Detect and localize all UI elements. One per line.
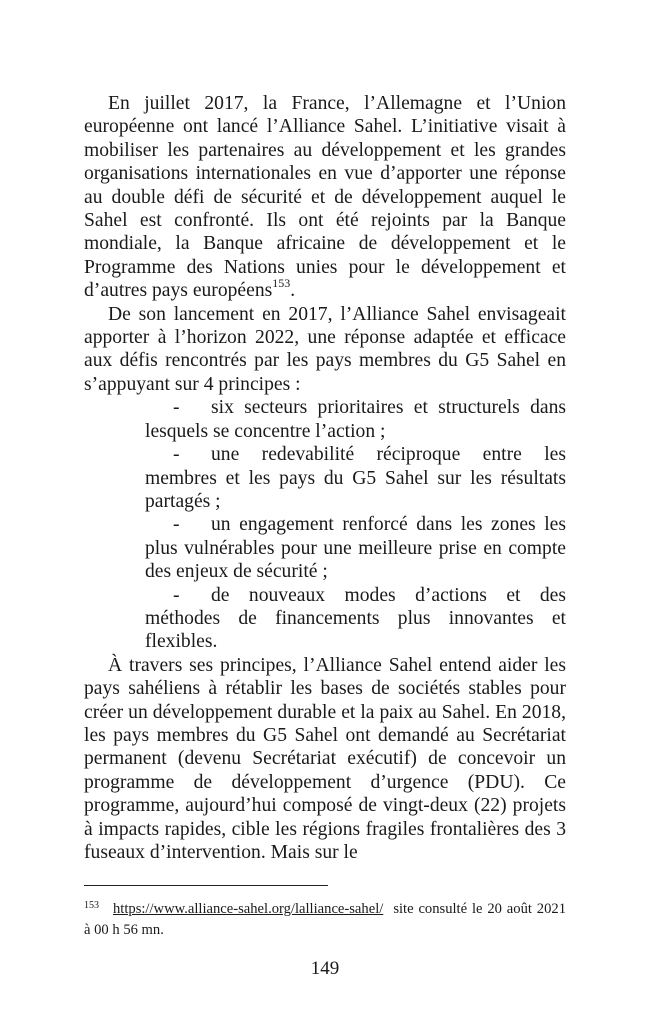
paragraph-2: De son lancement en 2017, l’Alliance Sahel envisageait apporter à l’horizon 2022, une réponse adaptée et efficace aux défis rencontrés par les pays membres du G5 Sahel en s’appuyant sur 4 principes : bbox=[84, 303, 566, 395]
footnote-reference[interactable]: 153 bbox=[272, 275, 291, 290]
footnote-number: 153 bbox=[84, 900, 99, 911]
list-item bbox=[145, 584, 566, 654]
list-item bbox=[145, 513, 566, 583]
list-dash: - bbox=[173, 397, 180, 419]
footnote-text: site consulté le 20 août 2021 à 00 h 56 mn. bbox=[84, 901, 566, 938]
list-dash: - bbox=[173, 584, 180, 606]
footnote bbox=[84, 895, 566, 941]
list-item-text: six secteurs prioritaires et structurels dans lesquels se concentre l’action ; bbox=[145, 397, 566, 442]
page-number: 149 bbox=[310, 958, 340, 979]
list-item-text: une redevabilité réciproque entre les membres et les pays du G5 Sahel sur les résultats partagés ; bbox=[145, 444, 566, 512]
list-item-text: de nouveaux modes d’actions et des méthodes de financements plus innovantes et flexibles. bbox=[145, 584, 566, 653]
footnote-separator bbox=[84, 885, 328, 886]
paragraph-1 bbox=[84, 92, 566, 303]
principles-list bbox=[84, 396, 566, 653]
list-item bbox=[145, 396, 566, 443]
list-dash: - bbox=[173, 444, 180, 466]
footnote-link[interactable]: https://www.alliance-sahel.org/lalliance-sahel/ bbox=[113, 901, 384, 917]
paragraph-1-end: . bbox=[290, 280, 296, 302]
list-item-text: un engagement renforcé dans les zones les plus vulnérables pour une meilleure prise en compte des enjeux de sécurité ; bbox=[145, 514, 566, 583]
list-dash: - bbox=[173, 514, 180, 536]
paragraph-3: À travers ses principes, l’Alliance Sahel entend aider les pays sahéliens à rétablir les bases de sociétés stables pour créer un développement durable et la paix au Sahel. En 2018, les pays membres du G5 Sahel ont demandé au Secrétariat permanent (devenu Secrétariat exécutif) de concevoir un programme de développement d’urgence (PDU). Ce programme, aujourd’hui composé de vingt-deux (22) projets à impacts rapides, cible les régions fragiles frontalières des 3 fuseaux d’intervention. Mais sur le bbox=[84, 654, 566, 863]
page-body bbox=[84, 92, 566, 864]
list-item bbox=[145, 443, 566, 513]
paragraph-1-text: En juillet 2017, la France, l’Allemagne et l’Union européenne ont lancé l’Alliance Sahel. L’initiative visait à mobiliser les partenaires au développement et les grandes organisations internationales en vue d’apporter une réponse au double défi de sécurité et de développement auquel le Sahel est confronté. Ils ont été rejoints par la Banque mondiale, la Banque africaine de développement et le Programme des Nations unies pour le développement et d’autres pays européens bbox=[84, 93, 566, 302]
